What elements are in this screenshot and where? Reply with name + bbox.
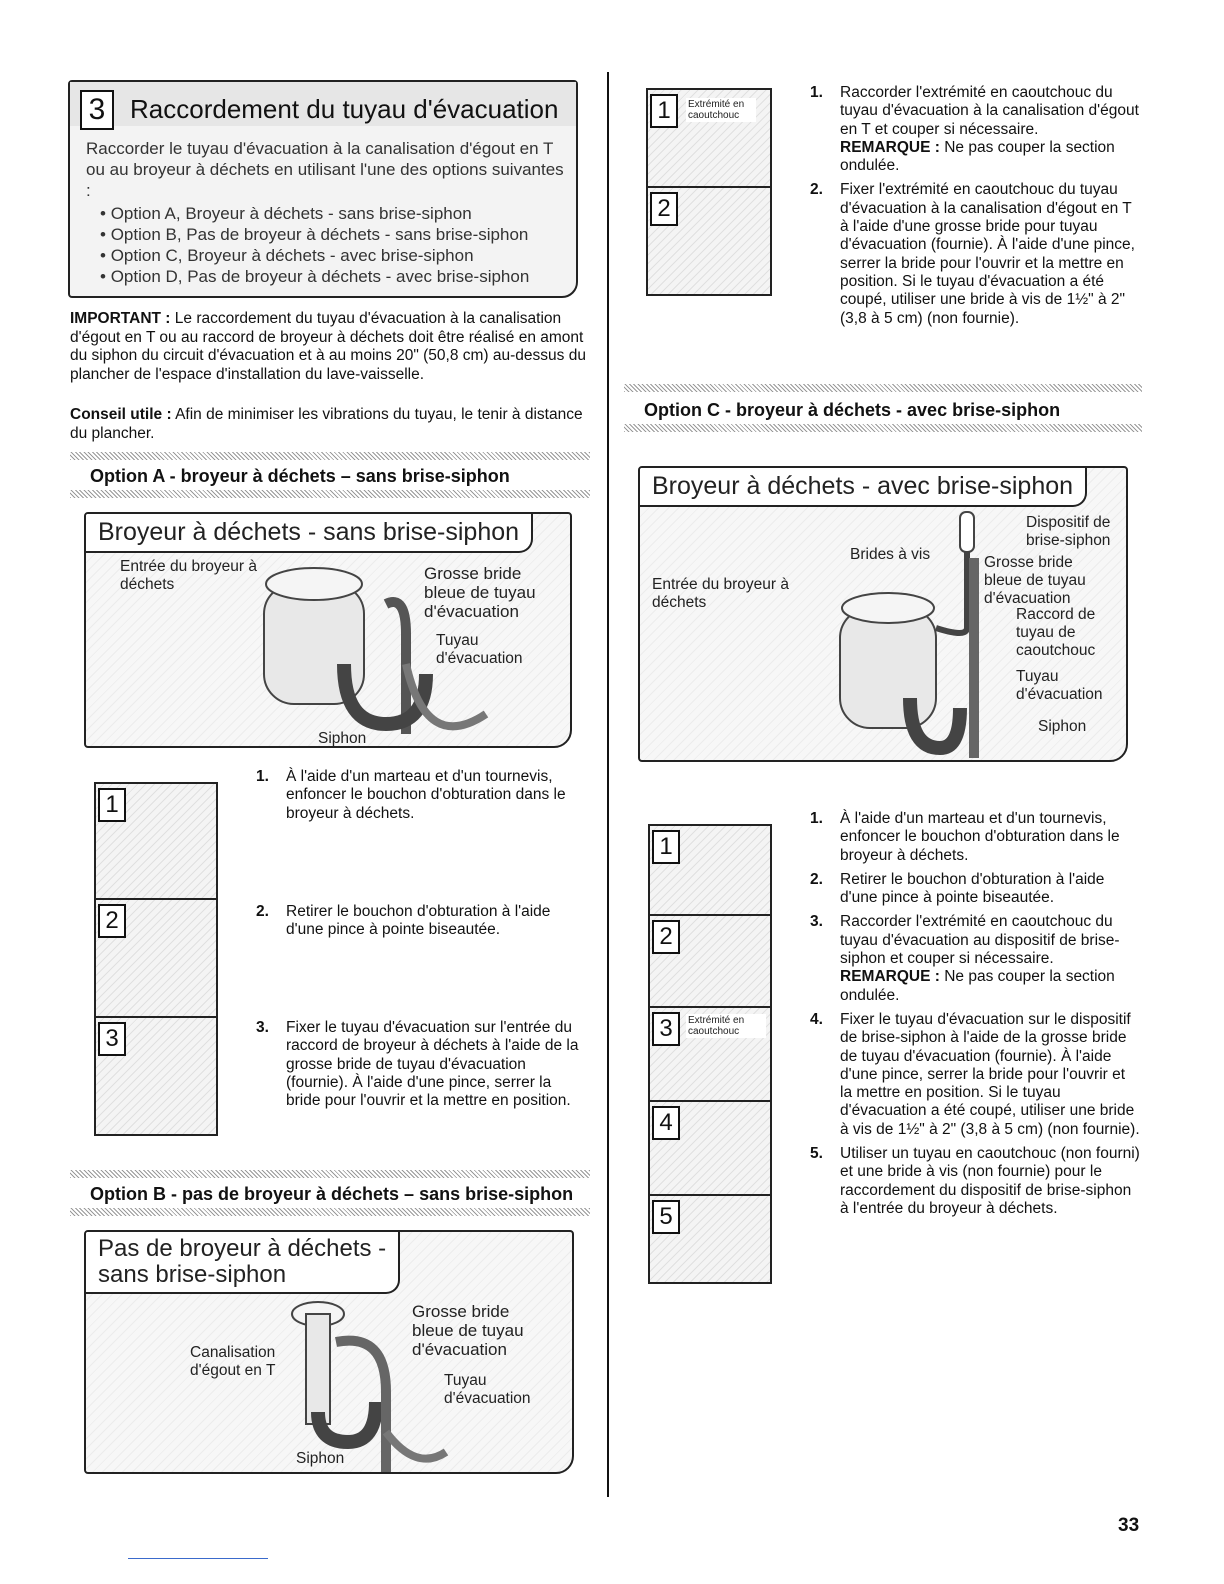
step-image bbox=[96, 784, 216, 898]
label-blue-clamp: Grosse bride bleue de tuyau d'évacuation bbox=[424, 564, 536, 621]
step-text: À l'aide d'un marteau et d'un tournevis, enfoncer le bouchon d'obturation dans le broyeur à déchets. bbox=[286, 768, 566, 822]
step-item bbox=[810, 1145, 1140, 1218]
option-b-diagram bbox=[84, 1230, 574, 1474]
option-list-item: • Option D, Pas de broyeur à déchets - avec brise-siphon bbox=[100, 266, 566, 287]
option-a-heading: Option A - broyeur à déchets – sans brise-siphon bbox=[90, 466, 510, 486]
step-image-number: 2 bbox=[652, 920, 680, 954]
diagram-title: Broyeur à déchets - avec brise-siphon bbox=[640, 468, 1087, 507]
step-image bbox=[96, 898, 216, 1016]
label-screw-clamps: Brides à vis bbox=[850, 546, 931, 563]
column-divider bbox=[607, 72, 609, 1497]
step-item bbox=[810, 913, 1140, 1004]
step-num: 3. bbox=[256, 1019, 269, 1036]
option-c-steps bbox=[810, 810, 1140, 1218]
step-item bbox=[810, 84, 1140, 175]
step-item bbox=[256, 1019, 586, 1110]
option-list-item: • Option B, Pas de broyeur à déchets - sans brise-siphon bbox=[100, 224, 566, 245]
option-list-item: • Option A, Broyeur à déchets - sans brise-siphon bbox=[100, 203, 566, 224]
step-item bbox=[256, 768, 586, 823]
step-text: Utiliser un tuyau en caoutchouc (non fourni) et une bride à vis (non fournie) pour le raccordement du dispositif de brise-siphon à l'entrée du broyeur à déchets. bbox=[840, 1145, 1140, 1217]
rubber-end-label: Extrémité en caoutchouc bbox=[686, 1014, 766, 1038]
hatch-rule bbox=[70, 490, 590, 498]
label-drain-hose: Tuyau d'évacuation bbox=[436, 632, 523, 667]
step-num: 2. bbox=[810, 870, 823, 888]
important-paragraph bbox=[70, 310, 590, 384]
step-number: 3 bbox=[80, 90, 114, 130]
step-image-number: 2 bbox=[98, 904, 126, 938]
step-item bbox=[810, 810, 1140, 865]
step-text: À l'aide d'un marteau et d'un tournevis, enfoncer le bouchon d'obturation dans le broyeur à déchets. bbox=[840, 810, 1120, 864]
step-text: Fixer le tuyau d'évacuation sur l'entrée du raccord de broyeur à déchets à l'aide de la grosse bride de tuyau d'évacuation (fournie). À l'aide d'une pince, serrer la bride pour l'ouvrir et la mettre en position. bbox=[286, 1019, 579, 1110]
step-image-number: 1 bbox=[650, 94, 678, 128]
step-item bbox=[810, 181, 1140, 327]
step-image bbox=[650, 826, 770, 914]
important-text: Le raccordement du tuyau d'évacuation à la canalisation d'égout en T ou au raccord de broyeur à déchets doit être réalisé en amont du siphon du circuit d'évacuation et à au moins 20" (50,8 cm) au-dessus du plancher de l'espace d'installation du lave-vaisselle. bbox=[70, 310, 586, 383]
step-image-number: 2 bbox=[650, 192, 678, 226]
option-a-steps bbox=[256, 768, 586, 823]
note-text: Ne pas couper la section ondulée. bbox=[840, 138, 1115, 175]
option-a-diagram bbox=[84, 512, 572, 748]
option-c-step-images bbox=[648, 824, 772, 1284]
options-list bbox=[100, 203, 566, 287]
step-text: Retirer le bouchon d'obturation à l'aide d'une pince à pointe biseautée. bbox=[840, 870, 1105, 907]
option-b-steps bbox=[810, 84, 1140, 328]
rubber-end-label: Extrémité en caoutchouc bbox=[686, 98, 756, 122]
hatch-rule bbox=[70, 452, 590, 460]
step-text: Raccorder l'extrémité en caoutchouc du tuyau d'évacuation au dispositif de brise-siphon et couper si nécessaire. bbox=[840, 913, 1120, 968]
step-item bbox=[810, 1011, 1140, 1139]
hatch-rule bbox=[624, 384, 1142, 392]
step-image bbox=[648, 186, 770, 294]
diagram-title bbox=[86, 1232, 400, 1294]
step-num: 5. bbox=[810, 1145, 823, 1163]
hatch-rule bbox=[624, 424, 1142, 432]
step-num: 2. bbox=[256, 903, 269, 920]
step-num: 1. bbox=[810, 84, 823, 101]
note-label: REMARQUE : bbox=[840, 138, 940, 156]
step-num: 1. bbox=[256, 768, 269, 785]
tip-label: Conseil utile : bbox=[70, 406, 172, 423]
note-text: Ne pas couper la section ondulée. bbox=[840, 968, 1115, 1004]
step-image bbox=[650, 1100, 770, 1194]
footer-line bbox=[128, 1558, 268, 1559]
step-text: Fixer le tuyau d'évacuation sur le dispositif de brise-siphon à l'aide de la grosse bride de tuyau d'évacuation (fournie). À l'aide d'une pince, serrer la bride pour l'ouvrir et la mettre en position. Si le tuyau d'évacuation a été coupé, utiliser une bride à vis de 1½" à 2" (3,8 à 5 cm) (non fournie). bbox=[840, 1010, 1140, 1138]
step-text: Retirer le bouchon d'obturation à l'aide d'une pince à pointe biseautée. bbox=[286, 903, 551, 939]
option-b-step-images bbox=[646, 88, 772, 296]
option-list-item: • Option C, Broyeur à déchets - avec brise-siphon bbox=[100, 245, 566, 266]
step-item bbox=[256, 903, 586, 940]
option-a-steps bbox=[256, 1019, 586, 1110]
step-3-body bbox=[86, 138, 566, 287]
step-3-intro: Raccorder le tuyau d'évacuation à la canalisation d'égout en T ou au broyeur à déchets en utilisant l'une des options suivantes : bbox=[86, 139, 564, 200]
step-text: Raccorder l'extrémité en caoutchouc du tuyau d'évacuation à la canalisation d'égout en T et couper si nécessaire. bbox=[840, 84, 1139, 138]
label-blue-clamp: Grosse bride bleue de tuyau d'évacuation bbox=[412, 1302, 524, 1359]
hatch-rule bbox=[70, 1208, 590, 1216]
step-item bbox=[810, 871, 1140, 908]
diagram-title-line1: Pas de broyeur à déchets - bbox=[98, 1235, 387, 1262]
step-num: 4. bbox=[810, 1010, 823, 1028]
step-image bbox=[96, 1016, 216, 1134]
step-image-number: 1 bbox=[652, 830, 680, 864]
option-b-heading: Option B - pas de broyeur à déchets – sans brise-siphon bbox=[90, 1184, 574, 1204]
step-num: 3. bbox=[810, 913, 823, 931]
step-image bbox=[648, 90, 770, 186]
label-drain-hose: Tuyau d'évacuation bbox=[1016, 668, 1103, 703]
label-trap: Siphon bbox=[296, 1450, 345, 1467]
page-number: 33 bbox=[1118, 1515, 1140, 1536]
note-label: REMARQUE : bbox=[840, 968, 940, 986]
label-sewer-tee: Canalisation d'égout en T bbox=[190, 1344, 276, 1379]
step-image bbox=[650, 1194, 770, 1282]
diagram-title-line2: sans brise-siphon bbox=[98, 1261, 287, 1288]
label-airgap: Dispositif de brise-siphon bbox=[1026, 514, 1111, 549]
tip-text: Afin de minimiser les vibrations du tuyau, le tenir à distance du plancher. bbox=[70, 406, 583, 442]
step-image-number: 4 bbox=[652, 1106, 680, 1140]
label-trap: Siphon bbox=[318, 730, 367, 747]
label-trap: Siphon bbox=[1038, 718, 1087, 735]
option-c-heading: Option C - broyeur à déchets - avec brise-siphon bbox=[644, 400, 1061, 420]
step-title: Raccordement du tuyau d'évacuation bbox=[130, 94, 559, 124]
step-image-number: 3 bbox=[652, 1012, 680, 1046]
option-a-steps bbox=[256, 903, 586, 940]
label-drain-hose: Tuyau d'évacuation bbox=[444, 1372, 531, 1407]
step-image-number: 3 bbox=[98, 1022, 126, 1056]
diagram-title: Broyeur à déchets - sans brise-siphon bbox=[86, 514, 533, 553]
step-image-number: 1 bbox=[98, 788, 126, 822]
step-num: 2. bbox=[810, 181, 823, 199]
step-image bbox=[650, 914, 770, 1006]
label-rubber-connector: Raccord de tuyau de caoutchouc bbox=[1016, 606, 1096, 659]
important-label: IMPORTANT : bbox=[70, 310, 171, 327]
step-3-box bbox=[68, 80, 578, 298]
label-disposer-inlet: Entrée du broyeur à déchets bbox=[120, 558, 258, 593]
step-image bbox=[650, 1006, 770, 1100]
label-disposer-inlet: Entrée du broyeur à déchets bbox=[652, 576, 790, 611]
label-blue-clamp: Grosse bride bleue de tuyau d'évacuation bbox=[984, 554, 1086, 607]
tip-paragraph bbox=[70, 406, 590, 443]
hatch-rule bbox=[70, 1170, 590, 1178]
step-num: 1. bbox=[810, 810, 823, 827]
option-c-diagram bbox=[638, 466, 1128, 762]
option-a-step-images bbox=[94, 782, 218, 1136]
step-image-number: 5 bbox=[652, 1200, 680, 1234]
step-text: Fixer l'extrémité en caoutchouc du tuyau d'évacuation à la canalisation d'égout en T à l'aide d'une grosse bride pour tuyau d'évacuation (fournie). À l'aide d'une pince, serrer la bride pour l'ouvrir et la mettre en position. Si le tuyau d'évacuation a été coupé, utiliser une bride à vis de 1½" à 2" (3,8 à 5 cm) (non fournie). bbox=[840, 181, 1135, 327]
